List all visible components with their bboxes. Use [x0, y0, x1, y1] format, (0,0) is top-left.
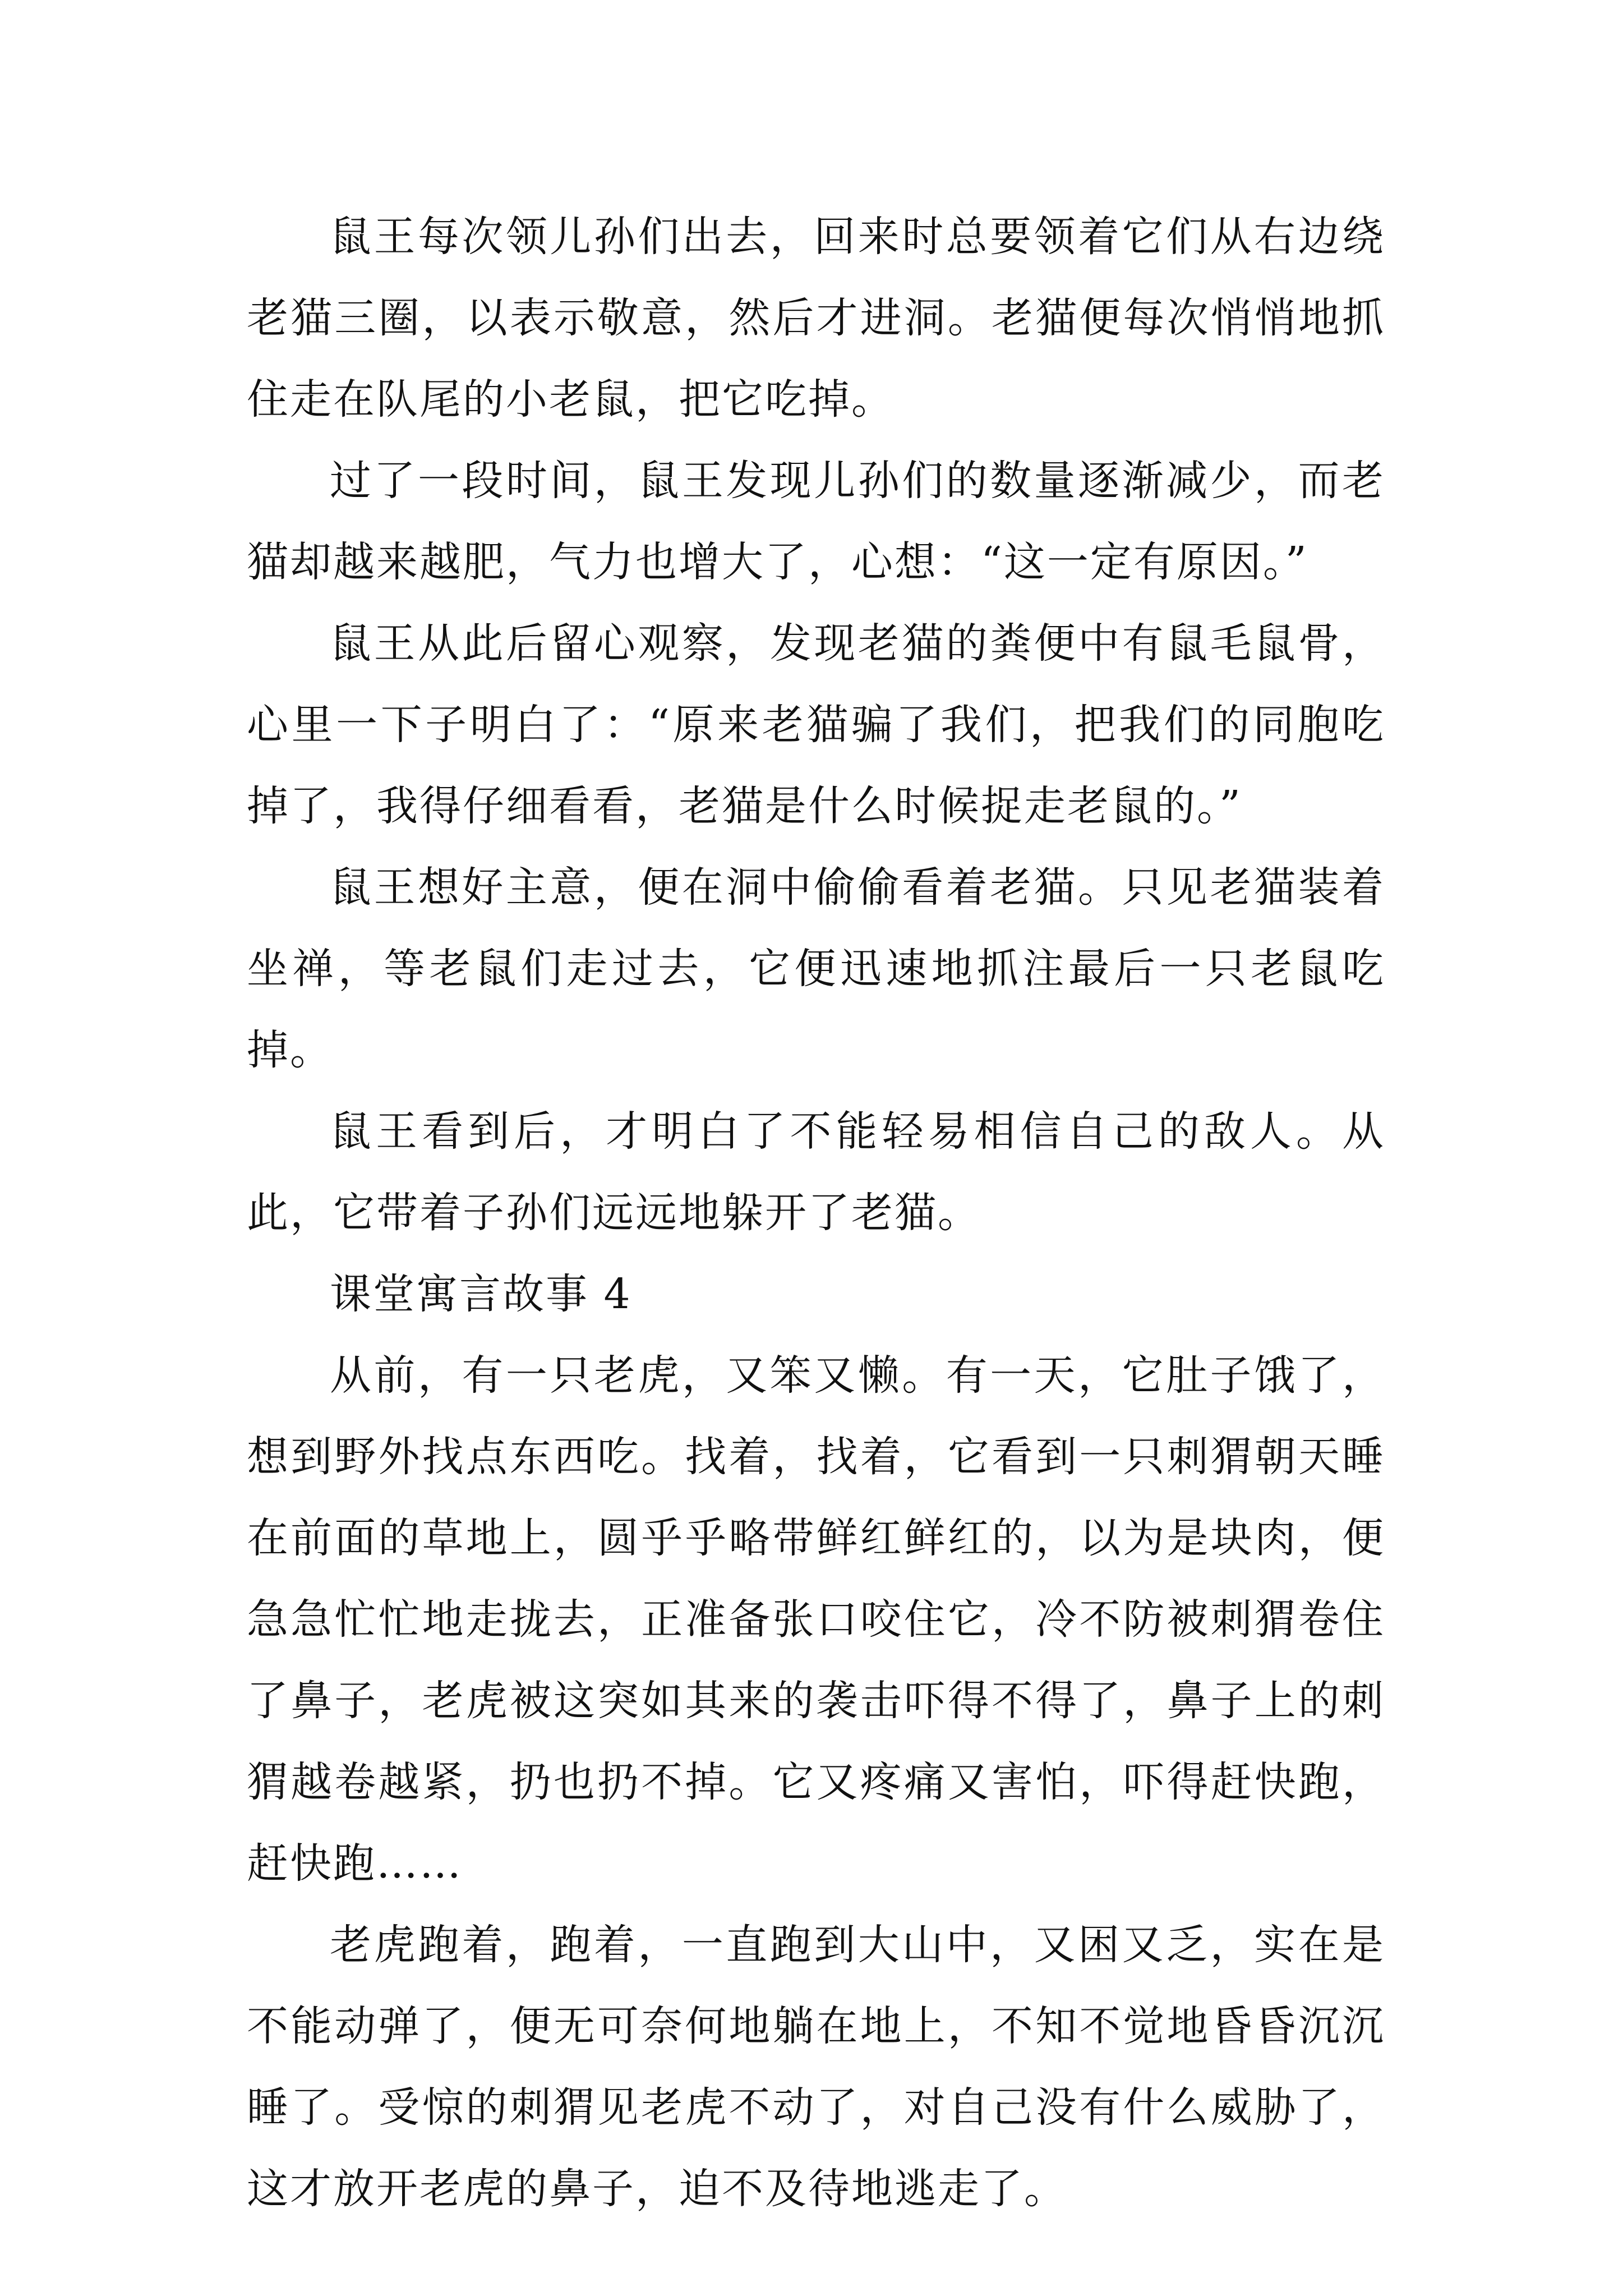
document-body	[247, 196, 1385, 2230]
paragraph-2: 过了一段时间，鼠王发现儿孙们的数量逐渐减少，而老猫却越来越肥，气力也增大了，心想：“这一定有原因。”	[247, 457, 1385, 586]
section-title: 课堂寓言故事 4	[330, 1270, 632, 1318]
story-paragraph-1: 从前，有一只老虎，又笨又懒。有一天，它肚子饿了，想到野外找点东西吃。找着，找着，它看到一只刺猬朝天睡在前面的草地上，圆乎乎略带鲜红鲜红的，以为是块肉，便急急忙忙地走拢去，正准备张口咬住它，冷不防被刺猬卷住了鼻子，老虎被这突如其来的袭击吓得不得了，鼻子上的刺猬越卷越紧，扔也扔不掉。它又疼痛又害怕，吓得赶快跑，赶快跑……	[247, 1351, 1385, 1888]
story-paragraph-2: 老虎跑着，跑着，一直跑到大山中，又困又乏，实在是不能动弹了，便无可奈何地躺在地上，不知不觉地昏昏沉沉睡了。受惊的刺猬见老虎不动了，对自己没有什么威胁了，这才放开老虎的鼻子，迫不及待地逃走了。	[247, 1921, 1385, 2213]
paragraph-3: 鼠王从此后留心观察，发现老猫的粪便中有鼠毛鼠骨，心里一下子明白了：“原来老猫骗了我们，把我们的同胞吃掉了，我得仔细看看，老猫是什么时候捉走老鼠的。”	[247, 619, 1385, 830]
paragraph-4: 鼠王想好主意，便在洞中偷偷看着老猫。只见老猫装着坐禅，等老鼠们走过去，它便迅速地抓注最后一只老鼠吃掉。	[247, 863, 1385, 1074]
paragraph-1: 鼠王每次领儿孙们出去，回来时总要领着它们从右边绕老猫三圈，以表示敬意，然后才进洞。老猫便每次悄悄地抓住走在队尾的小老鼠，把它吃掉。	[247, 213, 1385, 424]
paragraph-5: 鼠王看到后，才明白了不能轻易相信自己的敌人。从此，它带着子孙们远远地躲开了老猫。	[247, 1107, 1385, 1237]
